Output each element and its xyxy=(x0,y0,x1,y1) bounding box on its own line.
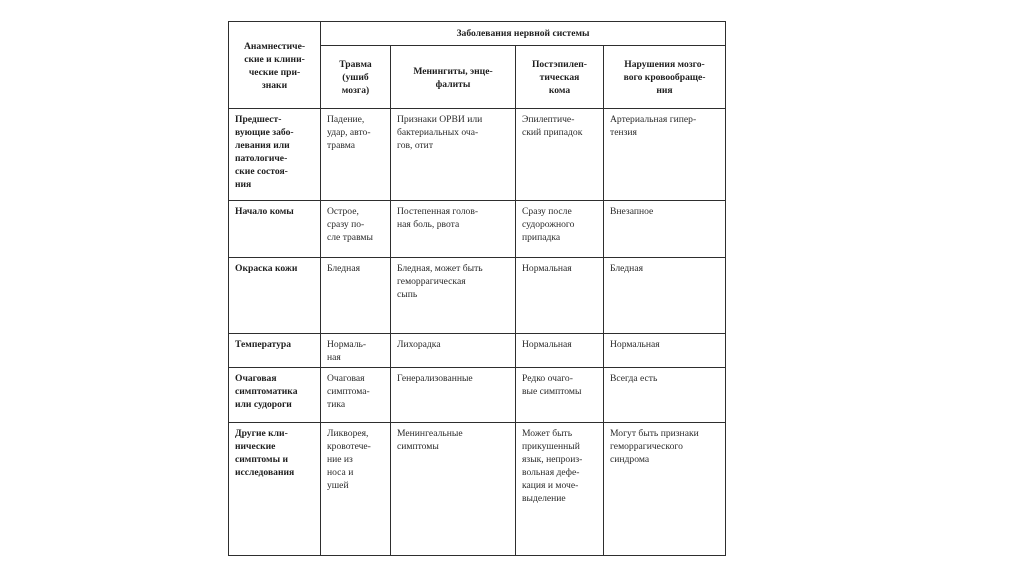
text-line: геморрагического xyxy=(610,441,683,452)
row-header xyxy=(229,258,321,334)
text-line: Травма xyxy=(339,59,372,70)
text-line: фалиты xyxy=(435,78,471,90)
text-line: вольная дефе- xyxy=(522,467,580,478)
text-line: Менингеальные xyxy=(397,428,463,439)
text-line: Бледная, может быть xyxy=(397,263,483,274)
row-header xyxy=(229,201,321,258)
text-line: вые симптомы xyxy=(522,386,582,397)
text-line: геморрагическая xyxy=(397,276,466,287)
text-line: исследования xyxy=(235,467,295,478)
text-line: Могут быть признаки xyxy=(610,428,699,439)
text-line: ский припадок xyxy=(522,127,583,138)
text-line: симптомы xyxy=(397,441,439,452)
text-line: ушей xyxy=(327,480,349,491)
text-line: припадка xyxy=(522,232,561,243)
cell-cerebrovascular xyxy=(604,201,726,258)
cell-postepileptic xyxy=(516,109,604,201)
text-line: симптоматика xyxy=(235,386,298,397)
column-header-postepileptic xyxy=(516,46,604,109)
cell-meningitis xyxy=(391,109,516,201)
text-line: Бледная xyxy=(327,263,360,274)
text-line: Предшест- xyxy=(235,114,282,125)
cell-meningitis xyxy=(391,423,516,556)
text-line: Признаки ОРВИ или xyxy=(397,114,483,125)
text-line: сыпь xyxy=(397,289,418,300)
text-line: Окраска кожи xyxy=(235,263,298,274)
text-line: нические xyxy=(235,441,276,452)
text-line: (ушиб xyxy=(342,72,369,83)
text-line: Другие кли- xyxy=(235,428,288,439)
text-line: гов, отит xyxy=(397,140,434,151)
row-header xyxy=(229,368,321,423)
text-line: Начало комы xyxy=(235,206,294,217)
table-row-skin-color xyxy=(229,258,726,334)
text-line: кровотече- xyxy=(327,441,371,452)
text-line: судорожного xyxy=(522,219,575,230)
text-line: вого кровообраще- xyxy=(623,72,706,83)
cell-trauma xyxy=(321,368,391,423)
text-line: сразу по- xyxy=(327,219,365,230)
text-line: ная xyxy=(327,352,341,363)
text-line: бактериальных оча- xyxy=(397,127,479,138)
text-line: Нормальная xyxy=(522,339,572,350)
text-line: знаки xyxy=(261,79,288,91)
table-row-coma-onset xyxy=(229,201,726,258)
text-line: Анамнестиче- xyxy=(243,40,306,52)
cell-postepileptic xyxy=(516,258,604,334)
text-line: тическая xyxy=(539,72,580,83)
cell-trauma xyxy=(321,201,391,258)
table-row-focal-symptoms xyxy=(229,368,726,423)
text-line: кома xyxy=(548,85,571,96)
cell-meningitis xyxy=(391,334,516,368)
corner-header xyxy=(229,22,321,109)
cell-trauma xyxy=(321,258,391,334)
text-line: сле травмы xyxy=(327,232,373,243)
text-line: ния xyxy=(235,179,252,190)
text-line: Очаговая xyxy=(235,373,277,384)
text-line: Внезапное xyxy=(610,206,654,217)
text-line: патологиче- xyxy=(235,153,288,164)
text-line: Нарушения мозго- xyxy=(624,59,705,70)
text-line: ские состоя- xyxy=(235,166,288,177)
text-line: Артериальная гипер- xyxy=(610,114,697,125)
text-line: кация и моче- xyxy=(522,480,579,491)
cell-trauma xyxy=(321,334,391,368)
text-line: ния xyxy=(656,85,673,96)
text-line: ские и клини- xyxy=(244,53,305,65)
text-line: Всегда есть xyxy=(610,373,658,384)
text-line: Лихорадка xyxy=(397,339,441,350)
table-row-other-symptoms xyxy=(229,423,726,556)
text-line: прикушенный xyxy=(522,441,580,452)
row-header xyxy=(229,423,321,556)
text-line: Бледная xyxy=(610,263,643,274)
row-header xyxy=(229,109,321,201)
document-page xyxy=(228,21,725,548)
cell-meningitis xyxy=(391,368,516,423)
text-line: Нормальная xyxy=(522,263,572,274)
cell-trauma xyxy=(321,423,391,556)
text-line: носа и xyxy=(327,467,354,478)
cell-cerebrovascular xyxy=(604,423,726,556)
text-line: синдрома xyxy=(610,454,650,465)
cell-postepileptic xyxy=(516,334,604,368)
column-header-meningitis xyxy=(391,46,516,109)
table-row-predisposing-conditions xyxy=(229,109,726,201)
text-line: Температура xyxy=(235,339,292,350)
group-header: Заболевания нервной системы xyxy=(321,22,726,46)
text-line: Нормальная xyxy=(610,339,660,350)
text-line: травма xyxy=(327,140,355,151)
cell-cerebrovascular xyxy=(604,368,726,423)
text-line: Редко очаго- xyxy=(522,373,573,384)
text-line: симптомы и xyxy=(235,454,288,465)
text-line: Постэпилеп- xyxy=(531,59,588,70)
cell-meningitis xyxy=(391,258,516,334)
text-line: тика xyxy=(327,399,346,410)
cell-cerebrovascular xyxy=(604,334,726,368)
column-header-cerebrovascular xyxy=(604,46,726,109)
text-line: или судороги xyxy=(235,399,292,410)
text-line: симптома- xyxy=(327,386,370,397)
cell-cerebrovascular xyxy=(604,109,726,201)
coma-differential-table xyxy=(228,21,726,556)
text-line: левания или xyxy=(235,140,290,151)
text-line: Менингиты, энце- xyxy=(413,65,493,77)
text-line: вующие забо- xyxy=(235,127,294,138)
text-line: Эпилептиче- xyxy=(522,114,575,125)
text-line: Очаговая xyxy=(327,373,365,384)
text-line: Сразу после xyxy=(522,206,572,217)
table-row-temperature xyxy=(229,334,726,368)
column-header-trauma xyxy=(321,46,391,109)
cell-postepileptic xyxy=(516,423,604,556)
text-line: ние из xyxy=(327,454,353,465)
text-line: удар, авто- xyxy=(327,127,371,138)
text-line: Острое, xyxy=(327,206,359,217)
cell-postepileptic xyxy=(516,368,604,423)
text-line: язык, непроиз- xyxy=(522,454,583,465)
text-line: ческие при- xyxy=(248,66,301,78)
text-line: Ликворея, xyxy=(327,428,369,439)
cell-cerebrovascular xyxy=(604,258,726,334)
text-line: Нормаль- xyxy=(327,339,367,350)
cell-postepileptic xyxy=(516,201,604,258)
text-line: тензия xyxy=(610,127,637,138)
cell-meningitis xyxy=(391,201,516,258)
text-line: Генерализованные xyxy=(397,373,473,384)
row-header xyxy=(229,334,321,368)
text-line: мозга) xyxy=(341,85,370,96)
text-line: Падение, xyxy=(327,114,365,125)
cell-trauma xyxy=(321,109,391,201)
text-line: Постепенная голов- xyxy=(397,206,479,217)
text-line: Может быть xyxy=(522,428,573,439)
text-line: выделение xyxy=(522,493,566,504)
text-line: ная боль, рвота xyxy=(397,219,460,230)
